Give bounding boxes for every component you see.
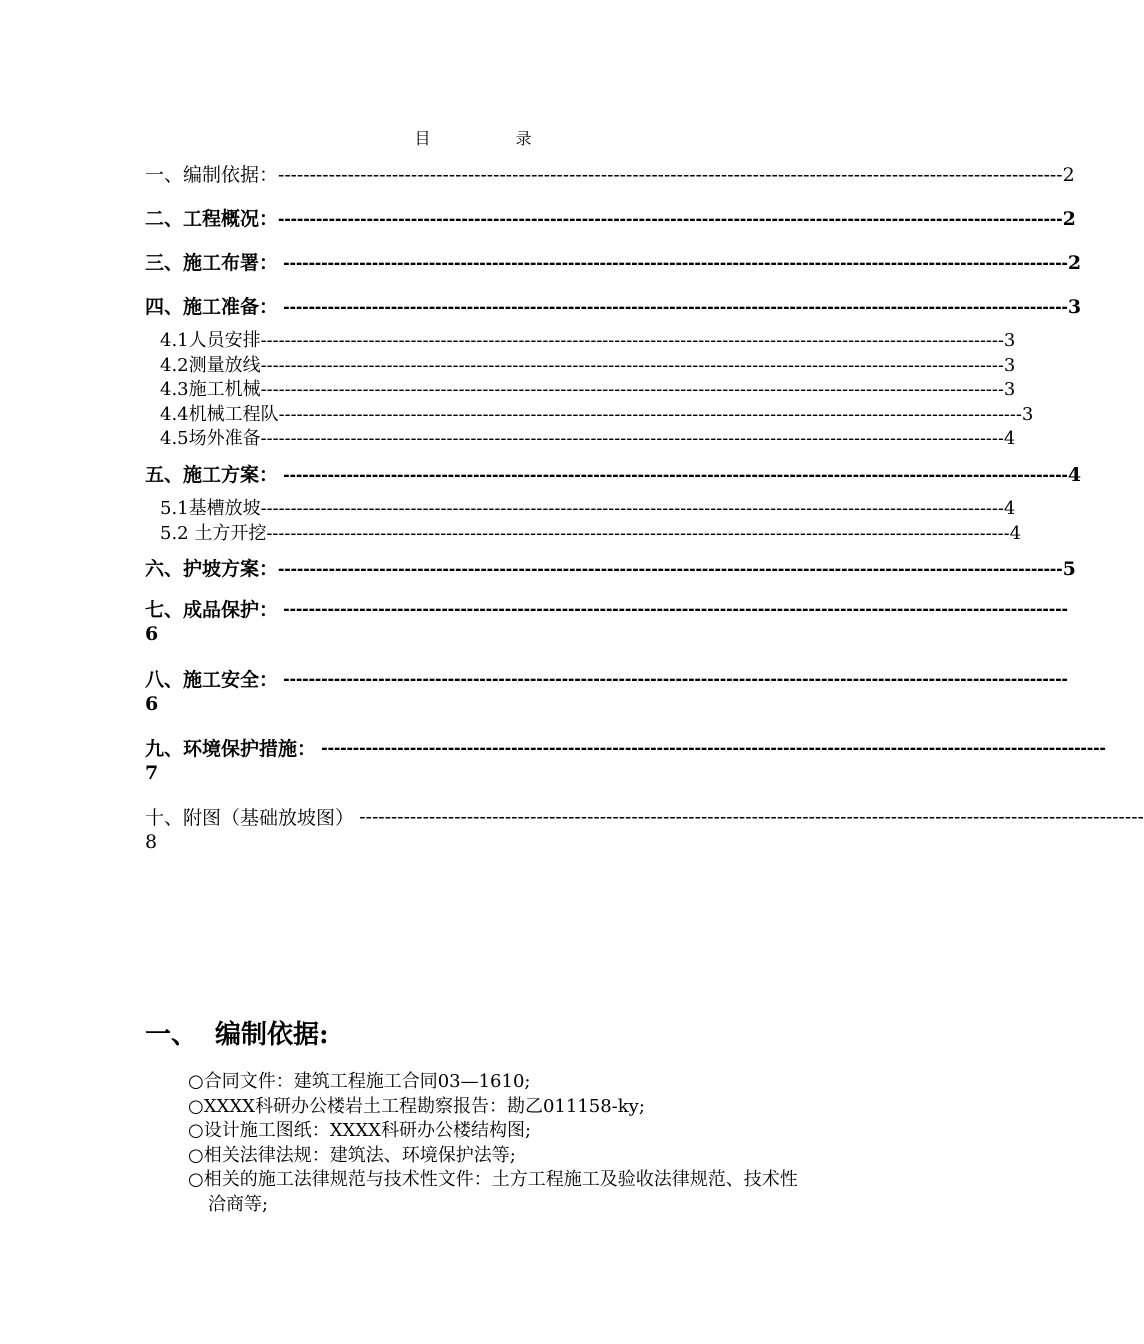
- toc-leader: ----------------------------------------------------------------------------------------------------------------------------: [260, 498, 1004, 518]
- toc-leader: ----------------------------------------------------------------------------------------------------------------------------: [260, 379, 1004, 399]
- toc-entry-page: 3: [1003, 330, 1016, 351]
- toc-entry[interactable]: [145, 554, 1076, 581]
- toc-leader: ----------------------------------------------------------------------------------------------------------------------------: [260, 428, 1004, 448]
- toc-subentry[interactable]: [160, 400, 1034, 426]
- list-item: ○XXXX科研办公楼岩土工程勘察报告：勘乙011158-ky;: [188, 1095, 645, 1117]
- toc-entry-label: 九、环境保护措施：: [145, 738, 317, 760]
- toc-leader: ----------------------------------------------------------------------------------------------------------------------------: [278, 559, 1063, 580]
- toc-leader: ----------------------------------------------------------------------------------------------------------------------------: [278, 465, 1068, 486]
- list-item: ○合同文件：建筑工程施工合同03—1610;: [188, 1071, 531, 1092]
- toc-subentry[interactable]: [160, 494, 1016, 520]
- toc-entry-page: 3: [1003, 379, 1016, 400]
- toc-entry-label: 4.5场外准备: [160, 428, 261, 449]
- toc-entry[interactable]: [145, 737, 1106, 785]
- toc-entry-page: 8: [145, 831, 158, 853]
- toc-entry-label: 4.3施工机械: [160, 379, 261, 400]
- toc-entry[interactable]: [145, 248, 1082, 275]
- toc-leader: ----------------------------------------------------------------------------------------------------------------------------: [266, 523, 1010, 543]
- toc-entry-page: 2: [1067, 252, 1082, 274]
- list-item: ○相关法律法规：建筑法、环境保护法等;: [188, 1144, 516, 1166]
- section-number: 一、: [145, 1020, 198, 1050]
- toc-entry-page: 6: [145, 693, 159, 715]
- toc-leader: ----------------------------------------------------------------------------------------------------------------------------: [278, 404, 1022, 424]
- toc-entry-label: 三、施工布署：: [145, 252, 279, 274]
- toc-subentry[interactable]: [160, 424, 1016, 450]
- toc-entry-label: 5.2 土方开挖: [160, 523, 267, 544]
- toc-leader: ----------------------------------------------------------------------------------------------------------------------------: [278, 253, 1068, 274]
- toc-leader: ----------------------------------------------------------------------------------------------------------------------------: [316, 738, 1106, 759]
- list-item: ○相关的施工法律规范与技术性文件：土方工程施工及验收法律规范、技术性洽商等;: [188, 1169, 798, 1215]
- toc-entry-label: 4.2测量放线: [160, 355, 261, 376]
- toc-entry[interactable]: [145, 806, 1144, 854]
- toc-entry-page: 4: [1003, 428, 1016, 449]
- toc-leader: ----------------------------------------------------------------------------------------------------------------------------: [354, 807, 1144, 828]
- toc-entry-label: 5.1基槽放坡: [160, 498, 261, 519]
- list-item: ○设计施工图纸：XXXX科研办公楼结构图;: [188, 1120, 532, 1141]
- toc-entry-label: 4.4机械工程队: [160, 404, 279, 425]
- toc-entry-label: 八、施工安全：: [145, 669, 279, 691]
- toc-title: 目 录: [414, 129, 572, 148]
- toc-entry-page: 2: [1062, 208, 1076, 230]
- toc-leader: ----------------------------------------------------------------------------------------------------------------------------: [278, 599, 1068, 620]
- toc-leader: ----------------------------------------------------------------------------------------------------------------------------: [260, 355, 1004, 375]
- toc-entry-page: 5: [1062, 558, 1076, 580]
- toc-leader: ----------------------------------------------------------------------------------------------------------------------------: [278, 669, 1068, 690]
- toc-leader: ----------------------------------------------------------------------------------------------------------------------------: [260, 330, 1004, 350]
- toc-entry-label: 五、施工方案：: [145, 464, 279, 486]
- toc-entry-label: 二、工程概况：: [145, 208, 279, 230]
- toc-entry-page: 4: [1003, 498, 1016, 519]
- toc-entry-page: 3: [1021, 404, 1034, 425]
- toc-subentry[interactable]: [160, 351, 1016, 377]
- toc-entry[interactable]: [145, 460, 1082, 487]
- toc-entry-label: 十、附图（基础放坡图）: [145, 807, 355, 829]
- toc-entry-page: 2: [1062, 164, 1075, 186]
- toc-entry-label: 4.1人员安排: [160, 330, 261, 351]
- toc-entry-page: 4: [1009, 523, 1022, 544]
- toc-subentry[interactable]: [160, 326, 1016, 352]
- toc-entry-page: 4: [1067, 464, 1082, 486]
- toc-entry[interactable]: [145, 160, 1075, 187]
- toc-leader: ----------------------------------------------------------------------------------------------------------------------------: [278, 297, 1068, 318]
- toc-entry-label: 四、施工准备：: [145, 296, 279, 318]
- section-title: 编制依据:: [215, 1020, 329, 1050]
- toc-entry-page: 7: [145, 762, 159, 784]
- toc-subentry[interactable]: [160, 375, 1016, 401]
- toc-entry-page: 6: [145, 623, 159, 645]
- toc-entry-label: 一、编制依据：: [145, 164, 279, 186]
- toc-leader: ----------------------------------------------------------------------------------------------------------------------------: [278, 165, 1063, 186]
- toc-entry-page: 3: [1067, 296, 1082, 318]
- toc-leader: ----------------------------------------------------------------------------------------------------------------------------: [278, 209, 1063, 230]
- toc-entry-label: 七、成品保护：: [145, 599, 279, 621]
- toc-subentry[interactable]: [160, 519, 1022, 545]
- toc-entry[interactable]: [145, 668, 1068, 716]
- toc-entry-label: 六、护坡方案：: [145, 558, 279, 580]
- section-heading: [145, 1014, 329, 1051]
- toc-entry[interactable]: [145, 598, 1068, 646]
- basis-list: [188, 1070, 808, 1217]
- toc-entry[interactable]: [145, 204, 1076, 231]
- toc-entry[interactable]: [145, 292, 1082, 319]
- toc-entry-page: 3: [1003, 355, 1016, 376]
